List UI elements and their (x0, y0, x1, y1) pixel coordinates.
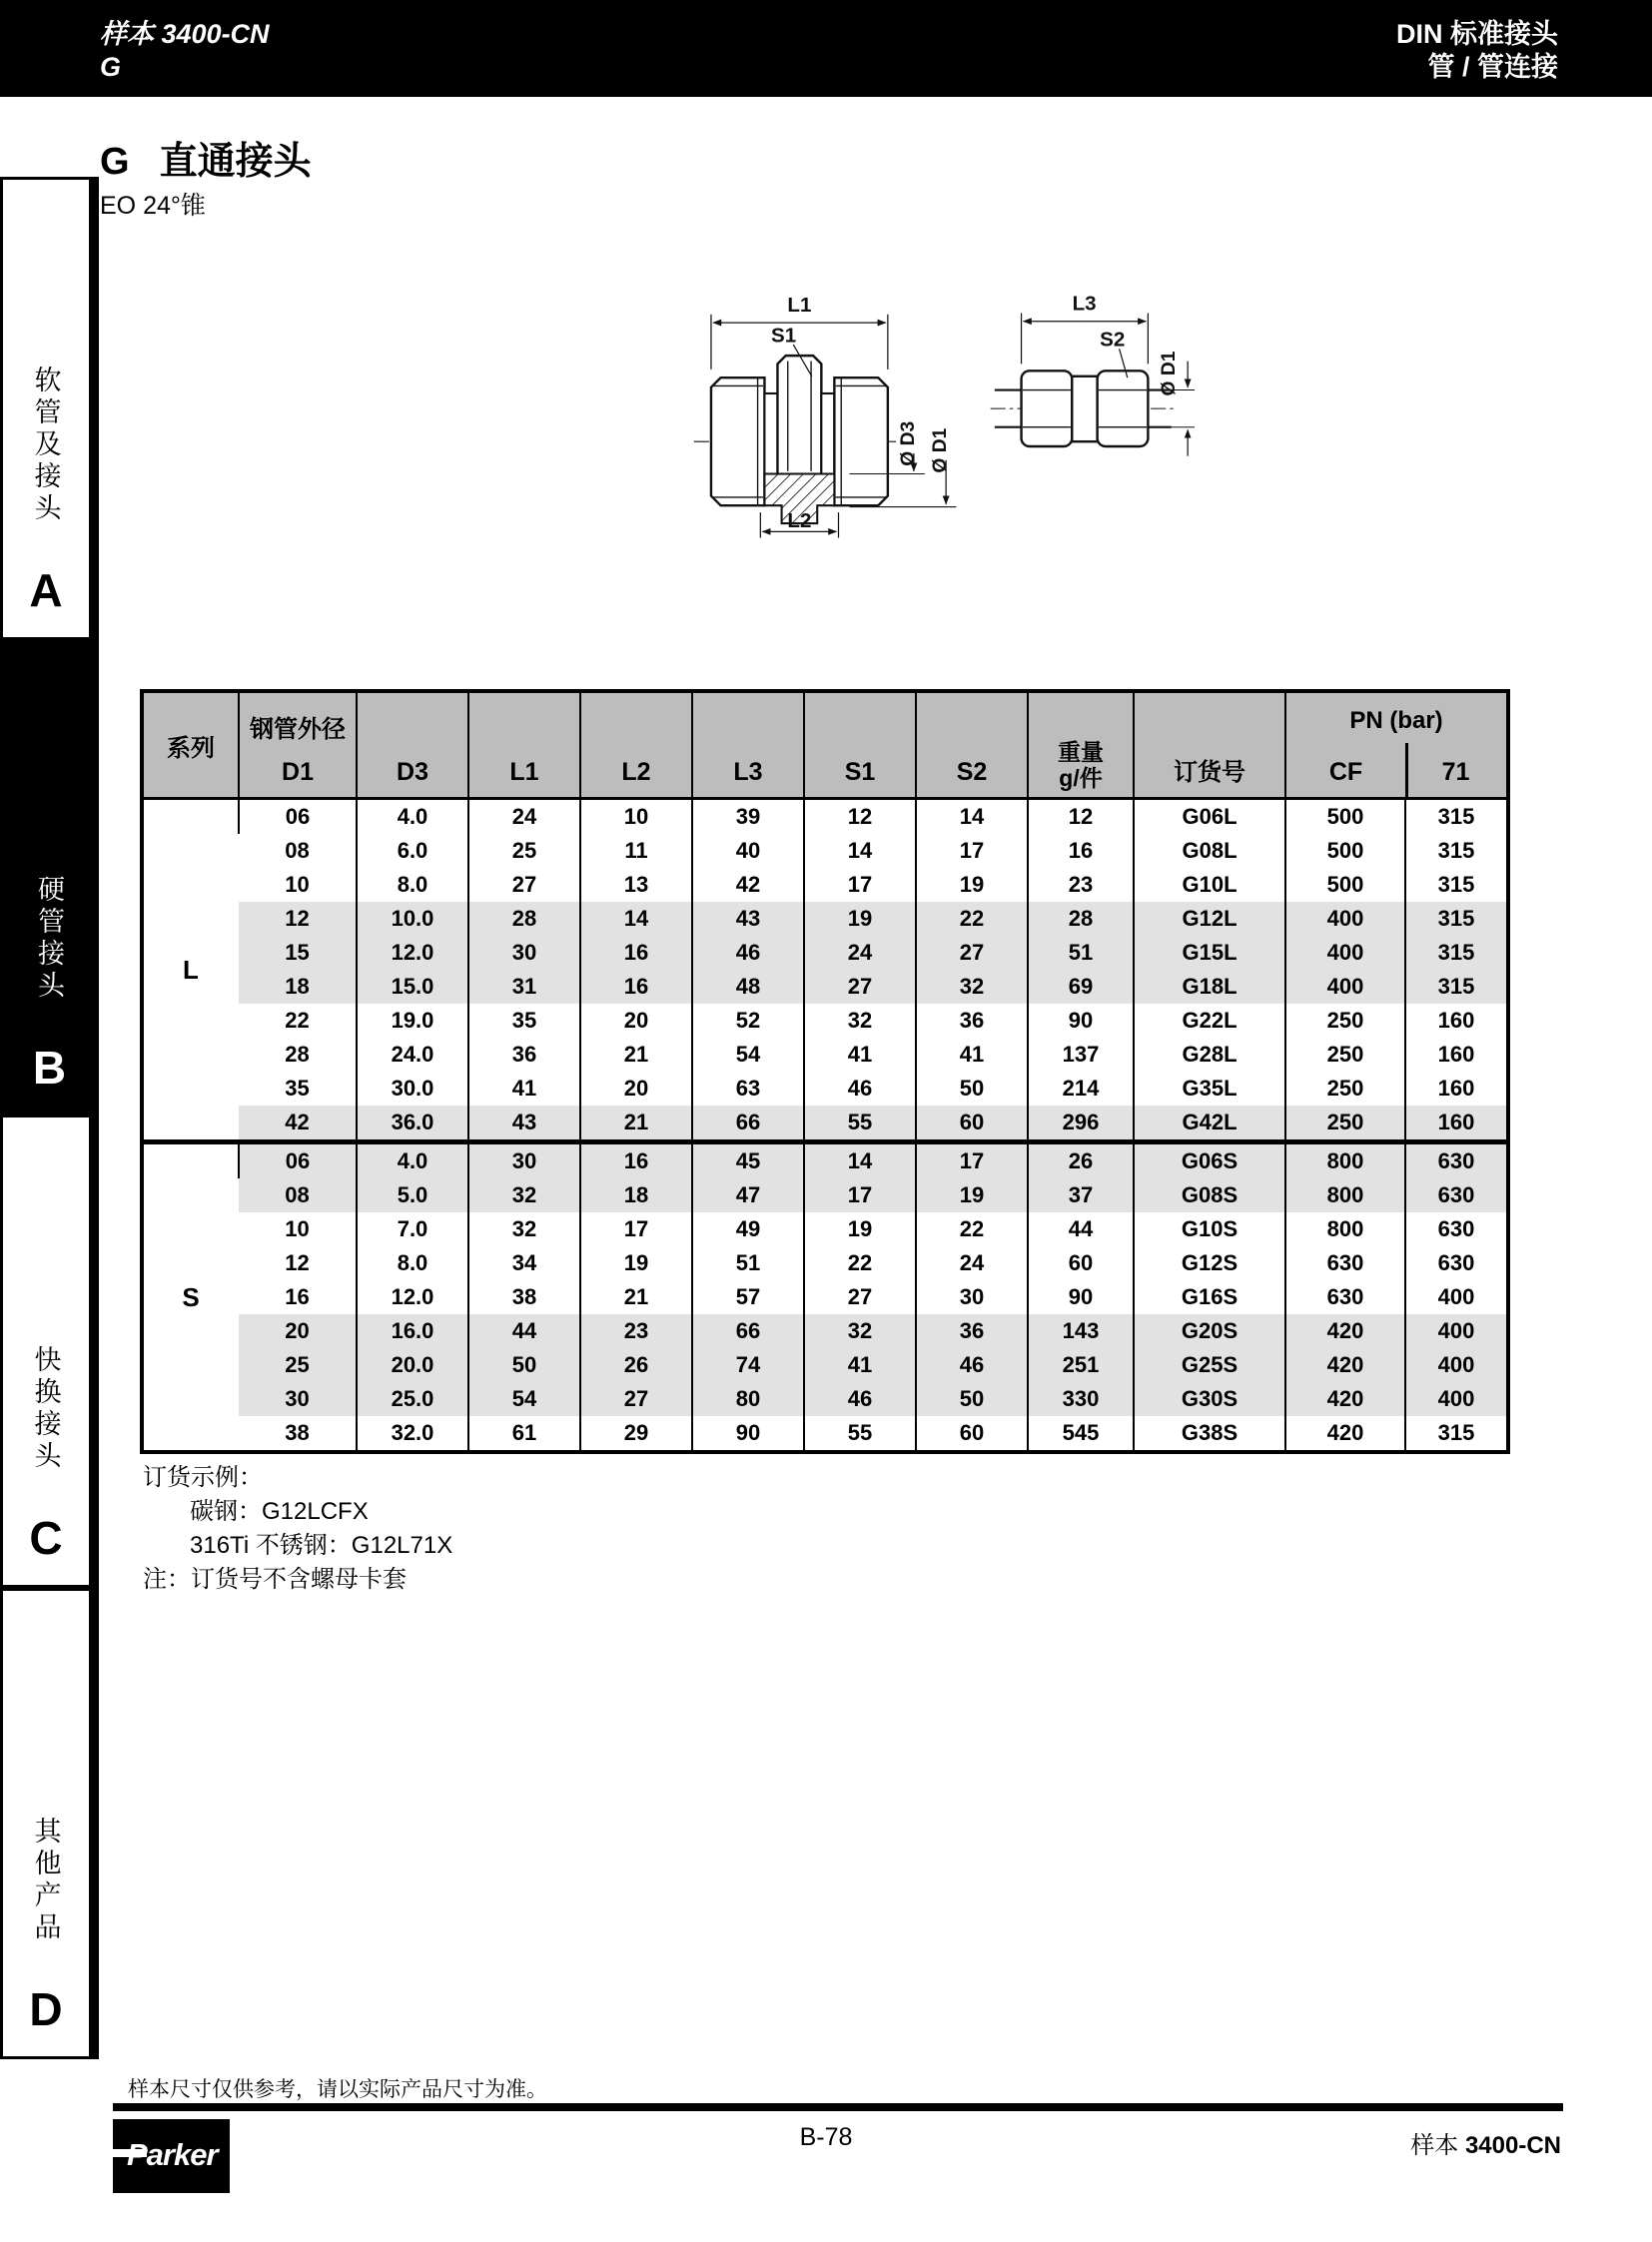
table-cell: 8.0 (357, 868, 468, 902)
table-cell: 30 (468, 1142, 580, 1179)
table-row (144, 1348, 1506, 1382)
table-cell: 42 (239, 1106, 357, 1142)
table-cell: 30 (916, 1280, 1028, 1314)
series-label: S (144, 1142, 239, 1451)
table-cell: 630 (1405, 1212, 1506, 1246)
sidebar-section-letter: A (29, 564, 63, 616)
table-cell: 315 (1405, 834, 1506, 868)
table-cell: 15.0 (357, 970, 468, 1004)
table-cell: 4.0 (357, 799, 468, 835)
table-cell: 14 (580, 902, 692, 936)
table-cell: 251 (1028, 1348, 1134, 1382)
table-cell: 12 (239, 1246, 357, 1280)
table-cell: 46 (916, 1348, 1028, 1382)
table-cell: 32 (916, 970, 1028, 1004)
table-cell: 19 (804, 902, 916, 936)
col-header-l3: L3 (692, 693, 804, 799)
header-catalog-number: 样本 3400-CN (100, 19, 270, 49)
table-cell: 41 (804, 1348, 916, 1382)
table-cell: 12.0 (357, 1280, 468, 1314)
table-cell: 14 (804, 834, 916, 868)
parker-logo-text: Parker (127, 2137, 218, 2172)
table-cell: 36 (916, 1314, 1028, 1348)
page-header-band (0, 0, 1652, 97)
product-code: G (100, 141, 130, 183)
col-header-l2: L2 (580, 693, 692, 799)
table-cell: 41 (468, 1072, 580, 1106)
table-cell: 27 (580, 1382, 692, 1416)
table-cell: 36 (916, 1004, 1028, 1038)
table-cell: G10S (1134, 1212, 1285, 1246)
table-cell: G25S (1134, 1348, 1285, 1382)
table-row (144, 1106, 1506, 1142)
table-cell: G12S (1134, 1246, 1285, 1280)
table-cell: 250 (1285, 1106, 1405, 1142)
table-cell: 36.0 (357, 1106, 468, 1142)
table-cell: 41 (804, 1038, 916, 1072)
table-cell: 48 (692, 970, 804, 1004)
table-cell: 66 (692, 1314, 804, 1348)
front-view-drawing (694, 294, 957, 538)
table-cell: 18 (239, 970, 357, 1004)
table-cell: G15L (1134, 936, 1285, 970)
table-cell: G20S (1134, 1314, 1285, 1348)
table-cell: 61 (468, 1416, 580, 1450)
table-cell: 16 (239, 1280, 357, 1314)
table-cell: 21 (580, 1038, 692, 1072)
table-row (144, 970, 1506, 1004)
table-cell: 32.0 (357, 1416, 468, 1450)
table-cell: 160 (1405, 1004, 1506, 1038)
table-cell: 14 (916, 799, 1028, 835)
table-cell: 12 (1028, 799, 1134, 835)
col-header-cf: PN (bar) CF (1285, 693, 1405, 799)
table-cell: 25.0 (357, 1382, 468, 1416)
sidebar-section-c (0, 1115, 92, 1588)
table-cell: 250 (1285, 1072, 1405, 1106)
table-cell: 18 (580, 1178, 692, 1212)
table-cell: 16 (580, 970, 692, 1004)
table-cell: 16 (580, 1142, 692, 1179)
table-cell: 45 (692, 1142, 804, 1179)
sidebar-section-letter: C (29, 1512, 63, 1564)
table-cell: 21 (580, 1106, 692, 1142)
table-cell: 32 (468, 1212, 580, 1246)
table-cell: G42L (1134, 1106, 1285, 1142)
table-cell: 21 (580, 1280, 692, 1314)
table-row (144, 1004, 1506, 1038)
table-cell: 630 (1285, 1280, 1405, 1314)
footer-catalog-number: 样本 3400-CN (1410, 2132, 1561, 2159)
table-cell: 420 (1285, 1314, 1405, 1348)
table-cell: 17 (580, 1212, 692, 1246)
table-cell: 4.0 (357, 1142, 468, 1179)
table-cell: 17 (916, 834, 1028, 868)
table-cell: 06 (239, 1142, 357, 1179)
table-cell: 55 (804, 1106, 916, 1142)
table-cell: 47 (692, 1178, 804, 1212)
series-label: L (144, 799, 239, 1142)
table-cell: 24 (916, 1246, 1028, 1280)
table-cell: 17 (916, 1142, 1028, 1179)
table-cell: 30 (468, 936, 580, 970)
table-cell: 38 (239, 1416, 357, 1450)
dim-label-l1: L1 (787, 294, 812, 318)
table-cell: G10L (1134, 868, 1285, 902)
table-cell: 34 (468, 1246, 580, 1280)
table-cell: 50 (916, 1072, 1028, 1106)
header-section-letter: G (100, 52, 122, 82)
table-cell: 143 (1028, 1314, 1134, 1348)
table-cell: 630 (1285, 1246, 1405, 1280)
table-cell: 60 (1028, 1246, 1134, 1280)
table-cell: 420 (1285, 1416, 1405, 1450)
table-cell: 39 (692, 799, 804, 835)
table-cell: 20.0 (357, 1348, 468, 1382)
table-cell: 27 (804, 1280, 916, 1314)
table-row (144, 1314, 1506, 1348)
table-cell: 35 (468, 1004, 580, 1038)
dia-label-d1-front: Ø D1 (930, 427, 952, 473)
table-cell: 37 (1028, 1178, 1134, 1212)
col-header-s2: S2 (916, 693, 1028, 799)
table-cell: 315 (1405, 902, 1506, 936)
table-cell: 46 (804, 1382, 916, 1416)
table-cell: 41 (916, 1038, 1028, 1072)
sidebar-section-d (0, 1588, 92, 2059)
table-row (144, 868, 1506, 902)
table-cell: 420 (1285, 1382, 1405, 1416)
table-cell: 12 (804, 799, 916, 835)
table-row (144, 799, 1506, 835)
table-cell: 27 (804, 970, 916, 1004)
table-cell: 90 (1028, 1004, 1134, 1038)
table-row (144, 1212, 1506, 1246)
table-cell: 24.0 (357, 1038, 468, 1072)
table-cell: 46 (692, 936, 804, 970)
table-cell: 54 (692, 1038, 804, 1072)
table-cell: 11 (580, 834, 692, 868)
table-cell: 12 (239, 902, 357, 936)
table-cell: 17 (804, 1178, 916, 1212)
table-cell: 08 (239, 834, 357, 868)
table-row (144, 1142, 1506, 1179)
table-cell: 7.0 (357, 1212, 468, 1246)
sidebar-section-letter: D (29, 1983, 63, 2035)
table-cell: 800 (1285, 1178, 1405, 1212)
table-cell: 24 (804, 936, 916, 970)
table-cell: G35L (1134, 1072, 1285, 1106)
table-cell: 28 (468, 902, 580, 936)
table-cell: 22 (239, 1004, 357, 1038)
table-cell: 214 (1028, 1072, 1134, 1106)
sidebar-section-label: 软管及接头 (30, 366, 61, 525)
table-cell: 630 (1405, 1142, 1506, 1179)
table-cell: 160 (1405, 1072, 1506, 1106)
dimension-table (140, 689, 1510, 1454)
col-header-d1: 钢管外径 D1 (239, 693, 357, 799)
header-catalog-block (100, 18, 270, 84)
table-cell: 26 (1028, 1142, 1134, 1179)
table-cell: 32 (468, 1178, 580, 1212)
table-cell: 22 (916, 902, 1028, 936)
table-cell: 43 (468, 1106, 580, 1142)
col-header-d3: D3 (357, 693, 468, 799)
table-cell: 420 (1285, 1348, 1405, 1382)
table-cell: 27 (468, 868, 580, 902)
col-header-l1: L1 (468, 693, 580, 799)
table-cell: 10.0 (357, 902, 468, 936)
table-row (144, 1280, 1506, 1314)
table-cell: G38S (1134, 1416, 1285, 1450)
note-carbon-steel: 碳钢：G12LCFX (190, 1498, 369, 1525)
header-category-block (1396, 18, 1558, 84)
table-cell: 137 (1028, 1038, 1134, 1072)
col-header-order-no: 订货号 (1134, 693, 1285, 799)
table-cell: 296 (1028, 1106, 1134, 1142)
table-cell: G16S (1134, 1280, 1285, 1314)
table-row (144, 1382, 1506, 1416)
table-cell: 74 (692, 1348, 804, 1382)
table-cell: 44 (1028, 1212, 1134, 1246)
table-cell: 630 (1405, 1178, 1506, 1212)
table-cell: 57 (692, 1280, 804, 1314)
table-cell: 20 (239, 1314, 357, 1348)
table-cell: 19 (580, 1246, 692, 1280)
col-header-weight: 重量 g/件 (1028, 693, 1134, 799)
table-cell: 51 (692, 1246, 804, 1280)
col-header-pn: PN (bar) (1349, 707, 1443, 734)
table-cell: 315 (1405, 799, 1506, 835)
table-cell: 315 (1405, 936, 1506, 970)
table-cell: 19 (916, 868, 1028, 902)
table-cell: 90 (692, 1416, 804, 1450)
table-cell: 16 (1028, 834, 1134, 868)
table-cell: 27 (916, 936, 1028, 970)
table-cell: 315 (1405, 1416, 1506, 1450)
sidebar-section-b (0, 640, 99, 1115)
header-category-line2: 管 / 管连接 (1427, 52, 1558, 82)
sidebar-section-letter: B (32, 1042, 67, 1094)
page-number: B-78 (799, 2123, 853, 2151)
table-cell: 28 (239, 1038, 357, 1072)
table-cell: 400 (1405, 1348, 1506, 1382)
table-cell: 10 (580, 799, 692, 835)
table-cell: 60 (916, 1416, 1028, 1450)
table-row (144, 834, 1506, 868)
table-cell: 15 (239, 936, 357, 970)
table-cell: G12L (1134, 902, 1285, 936)
table-cell: 29 (580, 1416, 692, 1450)
table-cell: 69 (1028, 970, 1134, 1004)
table-cell: 50 (916, 1382, 1028, 1416)
table-cell: G06S (1134, 1142, 1285, 1179)
table-cell: 60 (916, 1106, 1028, 1142)
header-category-line1: DIN 标准接头 (1396, 19, 1558, 49)
table-cell: 90 (1028, 1280, 1134, 1314)
table-cell: 38 (468, 1280, 580, 1314)
table-header-row (144, 693, 1506, 799)
note-remark: 注：订货号不含螺母卡套 (143, 1566, 407, 1593)
table-cell: 500 (1285, 799, 1405, 835)
table-cell: 50 (468, 1348, 580, 1382)
table-cell: 8.0 (357, 1246, 468, 1280)
dim-label-l3: L3 (1072, 292, 1097, 316)
table-cell: 46 (804, 1072, 916, 1106)
table-cell: 54 (468, 1382, 580, 1416)
table-cell: 14 (804, 1142, 916, 1179)
side-view-drawing (991, 293, 1195, 456)
col-header-tube-od: 钢管外径 (250, 716, 346, 743)
dia-label-d3: Ø D3 (897, 420, 919, 466)
table-cell: G06L (1134, 799, 1285, 835)
table-cell: G08S (1134, 1178, 1285, 1212)
note-stainless-steel: 316Ti 不锈钢：G12L71X (190, 1532, 453, 1559)
page-title (100, 130, 312, 185)
table-cell: 400 (1285, 902, 1405, 936)
table-cell: G30S (1134, 1382, 1285, 1416)
table-cell: 42 (692, 868, 804, 902)
table-cell: 23 (1028, 868, 1134, 902)
table-cell: 32 (804, 1004, 916, 1038)
table-row (144, 1416, 1506, 1450)
table-cell: G08L (1134, 834, 1285, 868)
ordering-notes (143, 1461, 452, 1597)
col-header-s1: S1 (804, 693, 916, 799)
table-cell: 10 (239, 1212, 357, 1246)
sidebar-section-label: 其他产品 (30, 1817, 61, 1944)
table-row (144, 1246, 1506, 1280)
table-cell: 51 (1028, 936, 1134, 970)
sidebar-section-label: 快换接头 (30, 1345, 61, 1473)
table-cell: 12.0 (357, 936, 468, 970)
table-cell: 80 (692, 1382, 804, 1416)
wrench-label-s2: S2 (1100, 328, 1126, 352)
sidebar-section-label: 硬管接头 (34, 875, 64, 1003)
table-cell: 400 (1405, 1280, 1506, 1314)
dim-label-l2: L2 (787, 509, 812, 533)
table-cell: 6.0 (357, 834, 468, 868)
table-cell: 315 (1405, 970, 1506, 1004)
table-cell: 25 (239, 1348, 357, 1382)
pn-divider (1405, 743, 1408, 797)
table-cell: 400 (1285, 936, 1405, 970)
table-cell: 24 (468, 799, 580, 835)
table-cell: G28L (1134, 1038, 1285, 1072)
table-cell: 16.0 (357, 1314, 468, 1348)
table-cell: 44 (468, 1314, 580, 1348)
table-cell: 22 (804, 1246, 916, 1280)
table-cell: G22L (1134, 1004, 1285, 1038)
table-cell: 500 (1285, 834, 1405, 868)
table-cell: 545 (1028, 1416, 1134, 1450)
table-cell: 400 (1285, 970, 1405, 1004)
table-cell: 30.0 (357, 1072, 468, 1106)
col-header-series: 系列 (144, 693, 239, 799)
table-row (144, 1178, 1506, 1212)
table-cell: 06 (239, 799, 357, 835)
table-cell: 63 (692, 1072, 804, 1106)
wrench-label-s1: S1 (771, 324, 797, 348)
table-cell: 52 (692, 1004, 804, 1038)
table-cell: 25 (468, 834, 580, 868)
table-cell: 160 (1405, 1038, 1506, 1072)
table-cell: 400 (1405, 1314, 1506, 1348)
table-cell: 500 (1285, 868, 1405, 902)
table-cell: 35 (239, 1072, 357, 1106)
table-cell: 26 (580, 1348, 692, 1382)
col-header-71: 71 (1405, 693, 1506, 799)
table-cell: 19 (916, 1178, 1028, 1212)
table-cell: 22 (916, 1212, 1028, 1246)
table-cell: 16 (580, 936, 692, 970)
table-cell: 400 (1405, 1382, 1506, 1416)
table-cell: 08 (239, 1178, 357, 1212)
table-cell: 55 (804, 1416, 916, 1450)
table-cell: 19 (804, 1212, 916, 1246)
product-name: 直通接头 (159, 141, 312, 183)
table-cell: 630 (1405, 1246, 1506, 1280)
table-cell: 23 (580, 1314, 692, 1348)
table-cell: 28 (1028, 902, 1134, 936)
table-cell: 250 (1285, 1038, 1405, 1072)
table-cell: 315 (1405, 868, 1506, 902)
table-row (144, 936, 1506, 970)
table-row (144, 902, 1506, 936)
page-subtitle: EO 24°锥 (100, 192, 206, 220)
sidebar-section-a (0, 177, 92, 640)
table-cell: 20 (580, 1004, 692, 1038)
table-cell: 32 (804, 1314, 916, 1348)
table-cell: 19.0 (357, 1004, 468, 1038)
footer-disclaimer: 样本尺寸仅供参考，请以实际产品尺寸为准。 (128, 2078, 547, 2101)
table-cell: 330 (1028, 1382, 1134, 1416)
table-cell: 49 (692, 1212, 804, 1246)
table-cell: 66 (692, 1106, 804, 1142)
table-cell: 800 (1285, 1212, 1405, 1246)
table-cell: 30 (239, 1382, 357, 1416)
footer-rule (113, 2103, 1563, 2111)
table-cell: 13 (580, 868, 692, 902)
table-cell: G18L (1134, 970, 1285, 1004)
table-cell: 40 (692, 834, 804, 868)
table-row (144, 1072, 1506, 1106)
table-cell: 20 (580, 1072, 692, 1106)
table-row (144, 1038, 1506, 1072)
table-cell: 250 (1285, 1004, 1405, 1038)
table-cell: 160 (1405, 1106, 1506, 1142)
note-ordering-example: 订货示例： (143, 1464, 263, 1491)
table-cell: 36 (468, 1038, 580, 1072)
table-cell: 800 (1285, 1142, 1405, 1179)
table-cell: 17 (804, 868, 916, 902)
table-cell: 31 (468, 970, 580, 1004)
table-cell: 5.0 (357, 1178, 468, 1212)
table-cell: 10 (239, 868, 357, 902)
table-cell: 43 (692, 902, 804, 936)
dia-label-d1-side: Ø D1 (1159, 351, 1181, 396)
technical-drawings (519, 215, 1652, 689)
table-body (144, 799, 1506, 1451)
